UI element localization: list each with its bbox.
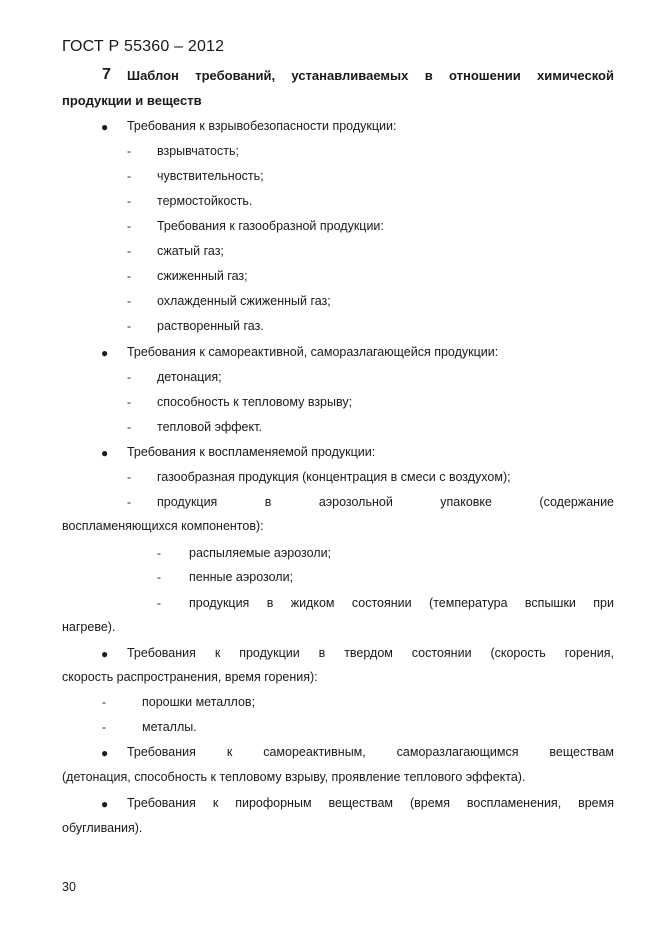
list-item-continuation: (детонация, способность к тепловому взрыву, проявление теплового эффекта). [62,770,526,784]
dash-marker: - [127,194,131,208]
list-item-continuation: скорость распространения, время горения): [62,670,318,684]
list-item-continuation: обугливания). [62,821,143,835]
list-item: детонация; [157,370,222,384]
list-item: порошки металлов; [142,695,256,709]
list-item: металлы. [142,720,197,734]
list-item: распыляемые аэрозоли; [189,546,332,560]
list-item: Требования к воспламеняемой продукции: [127,445,376,459]
dash-marker: - [127,244,131,258]
list-item: Требования к самореактивным, саморазлагающимся веществам [127,745,614,759]
dash-marker: - [102,720,106,734]
list-item-continuation: воспламеняющихся компонентов): [62,519,264,533]
list-item: продукция в аэрозольной упаковке (содержание [157,495,614,509]
list-item-continuation: нагреве). [62,620,116,634]
dash-marker: - [127,319,131,333]
list-item: Требования к пирофорным веществам (время воспламенения, время [127,796,614,810]
page-number: 30 [62,880,76,894]
section-title-line2: продукции и веществ [62,93,202,108]
dash-marker: - [127,219,131,233]
list-item: тепловой эффект. [157,420,262,434]
list-item: Требования к газообразной продукции: [157,219,384,233]
dash-marker: - [157,546,161,560]
list-item: Требования к продукции в твердом состоянии (скорость горения, [127,646,614,660]
dash-marker: - [127,395,131,409]
list-item: Требования к взрывобезопасности продукции: [127,119,397,133]
list-item: сжатый газ; [157,244,224,258]
list-item: растворенный газ. [157,319,264,333]
dash-marker: - [127,495,131,509]
dash-marker: - [127,420,131,434]
dash-marker: - [127,470,131,484]
list-item: пенные аэрозоли; [189,570,294,584]
list-item: сжиженный газ; [157,269,248,283]
dash-marker: - [157,596,161,610]
dash-marker: - [157,570,161,584]
list-item: газообразная продукция (концентрация в смеси с воздухом); [157,470,511,484]
dash-marker: - [127,144,131,158]
bullet-marker: ● [101,746,109,760]
bullet-marker: ● [101,647,109,661]
list-item: охлажденный сжиженный газ; [157,294,331,308]
list-item: продукция в жидком состоянии (температура вспышки при [189,596,614,610]
dash-marker: - [102,695,106,709]
dash-marker: - [127,370,131,384]
list-item: способность к тепловому взрыву; [157,395,353,409]
dash-marker: - [127,169,131,183]
bullet-marker: ● [101,446,109,460]
dash-marker: - [127,294,131,308]
bullet-marker: ● [101,346,109,360]
dash-marker: - [127,269,131,283]
list-item: взрывчатость; [157,144,239,158]
list-item: Требования к самореактивной, саморазлагающейся продукции: [127,345,499,359]
list-item: термостойкость. [157,194,253,208]
bullet-marker: ● [101,797,109,811]
list-item: чувствительность; [157,169,264,183]
bullet-marker: ● [101,120,109,134]
document-header: ГОСТ Р 55360 – 2012 [62,38,225,55]
section-number: 7 [102,66,111,83]
section-title-line1: Шаблон требований, устанавливаемых в отношении химической [127,68,614,83]
